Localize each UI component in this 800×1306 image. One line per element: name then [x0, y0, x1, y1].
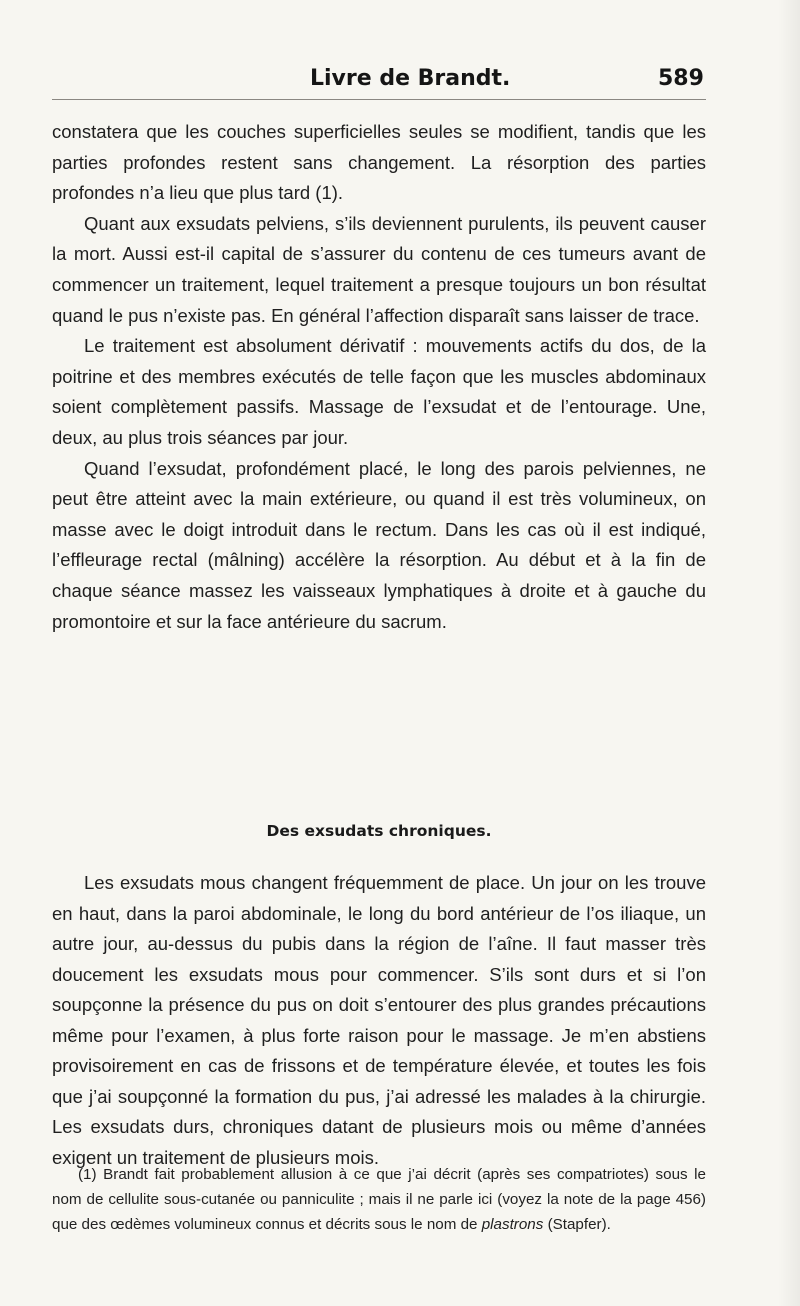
header-rule: [52, 99, 706, 100]
main-text: [52, 117, 706, 637]
section-text: [52, 868, 706, 1173]
paragraph-exsudats-mous: Les exsudats mous changent fréquemment de place. Un jour on les trouve en haut, dans la paroi abdominale, le long du bord antérieur de l’os iliaque, un autre jour, au-dessus du pubis dans la région de l’aîne. Il faut masser très doucement les exsudats mous pour commencer. S’ils sont durs et si l’on soupçonne la présence du pus on doit s’entourer des plus grandes précautions même pour l’examen, à plus forte raison pour le massage. Je m’en abstiens provisoirement en cas de frissons et de température élevée, et toutes les fois que j’ai soupçonné la formation du pus, j’ai adressé les malades à la chirurgie. Les exsudats durs, chroniques datant de plusieurs mois ou même d’années exigent un traitement de plusieurs mois.: [52, 872, 706, 1168]
running-header: [0, 62, 800, 102]
footnote-emphasis: plastrons: [481, 1216, 544, 1233]
running-title: Livre de Brandt.: [310, 66, 511, 91]
footnote-text-after: (Stapfer).: [543, 1216, 611, 1233]
paragraph-continuation: constatera que les couches superficielles seules se modifient, tandis que les parties profondes restent sans changement. La résorption des parties profondes n’a lieu que plus tard (1).: [52, 121, 706, 204]
paragraph-traitement: Le traitement est absolument dérivatif : mouvements actifs du dos, de la poitrine et des membres exécutés de telle façon que les muscles abdominaux soient complètement passifs. Massage de l’exsudat et de l’entourage. Une, deux, au plus trois séances par jour.: [52, 335, 706, 448]
page-number: 589: [658, 66, 704, 91]
section-heading: Des exsudats chroniques.: [266, 822, 492, 840]
footnote-text-before: (1) Brandt fait probablement allusion à ce que j’ai décrit (après ses compatriotes) sous le nom de cellulite sous-cutanée ou panniculite ; mais il ne parle ici (voyez la note de la page 456) que des œdèmes volumineux connus et décrits sous le nom de: [52, 1166, 706, 1233]
footnote-text: [52, 1162, 706, 1237]
page-edge-shadow: [778, 0, 800, 1306]
paragraph-exsudat-profond: Quand l’exsudat, profondément placé, le long des parois pelviennes, ne peut être atteint avec la main extérieure, ou quand il est très volumineux, on masse avec le doigt introduit dans le rectum. Dans les cas où il est indiqué, l’effleurage rectal (mâlning) accélère la résorption. Au début et à la fin de chaque séance massez les vaisseaux lymphatiques à droite et à gauche du promontoire et sur la face antérieure du sacrum.: [52, 457, 706, 632]
paragraph-exsudats-pelviens: Quant aux exsudats pelviens, s’ils deviennent purulents, ils peuvent causer la mort. Aussi est-il capital de s’assurer du contenu de ces tumeurs avant de commencer un traitement, lequel traitement a presque toujours un bon résultat quand le pus n’existe pas. En général l’affection disparaît sans laisser de trace.: [52, 212, 706, 326]
footnote: [52, 1162, 706, 1237]
